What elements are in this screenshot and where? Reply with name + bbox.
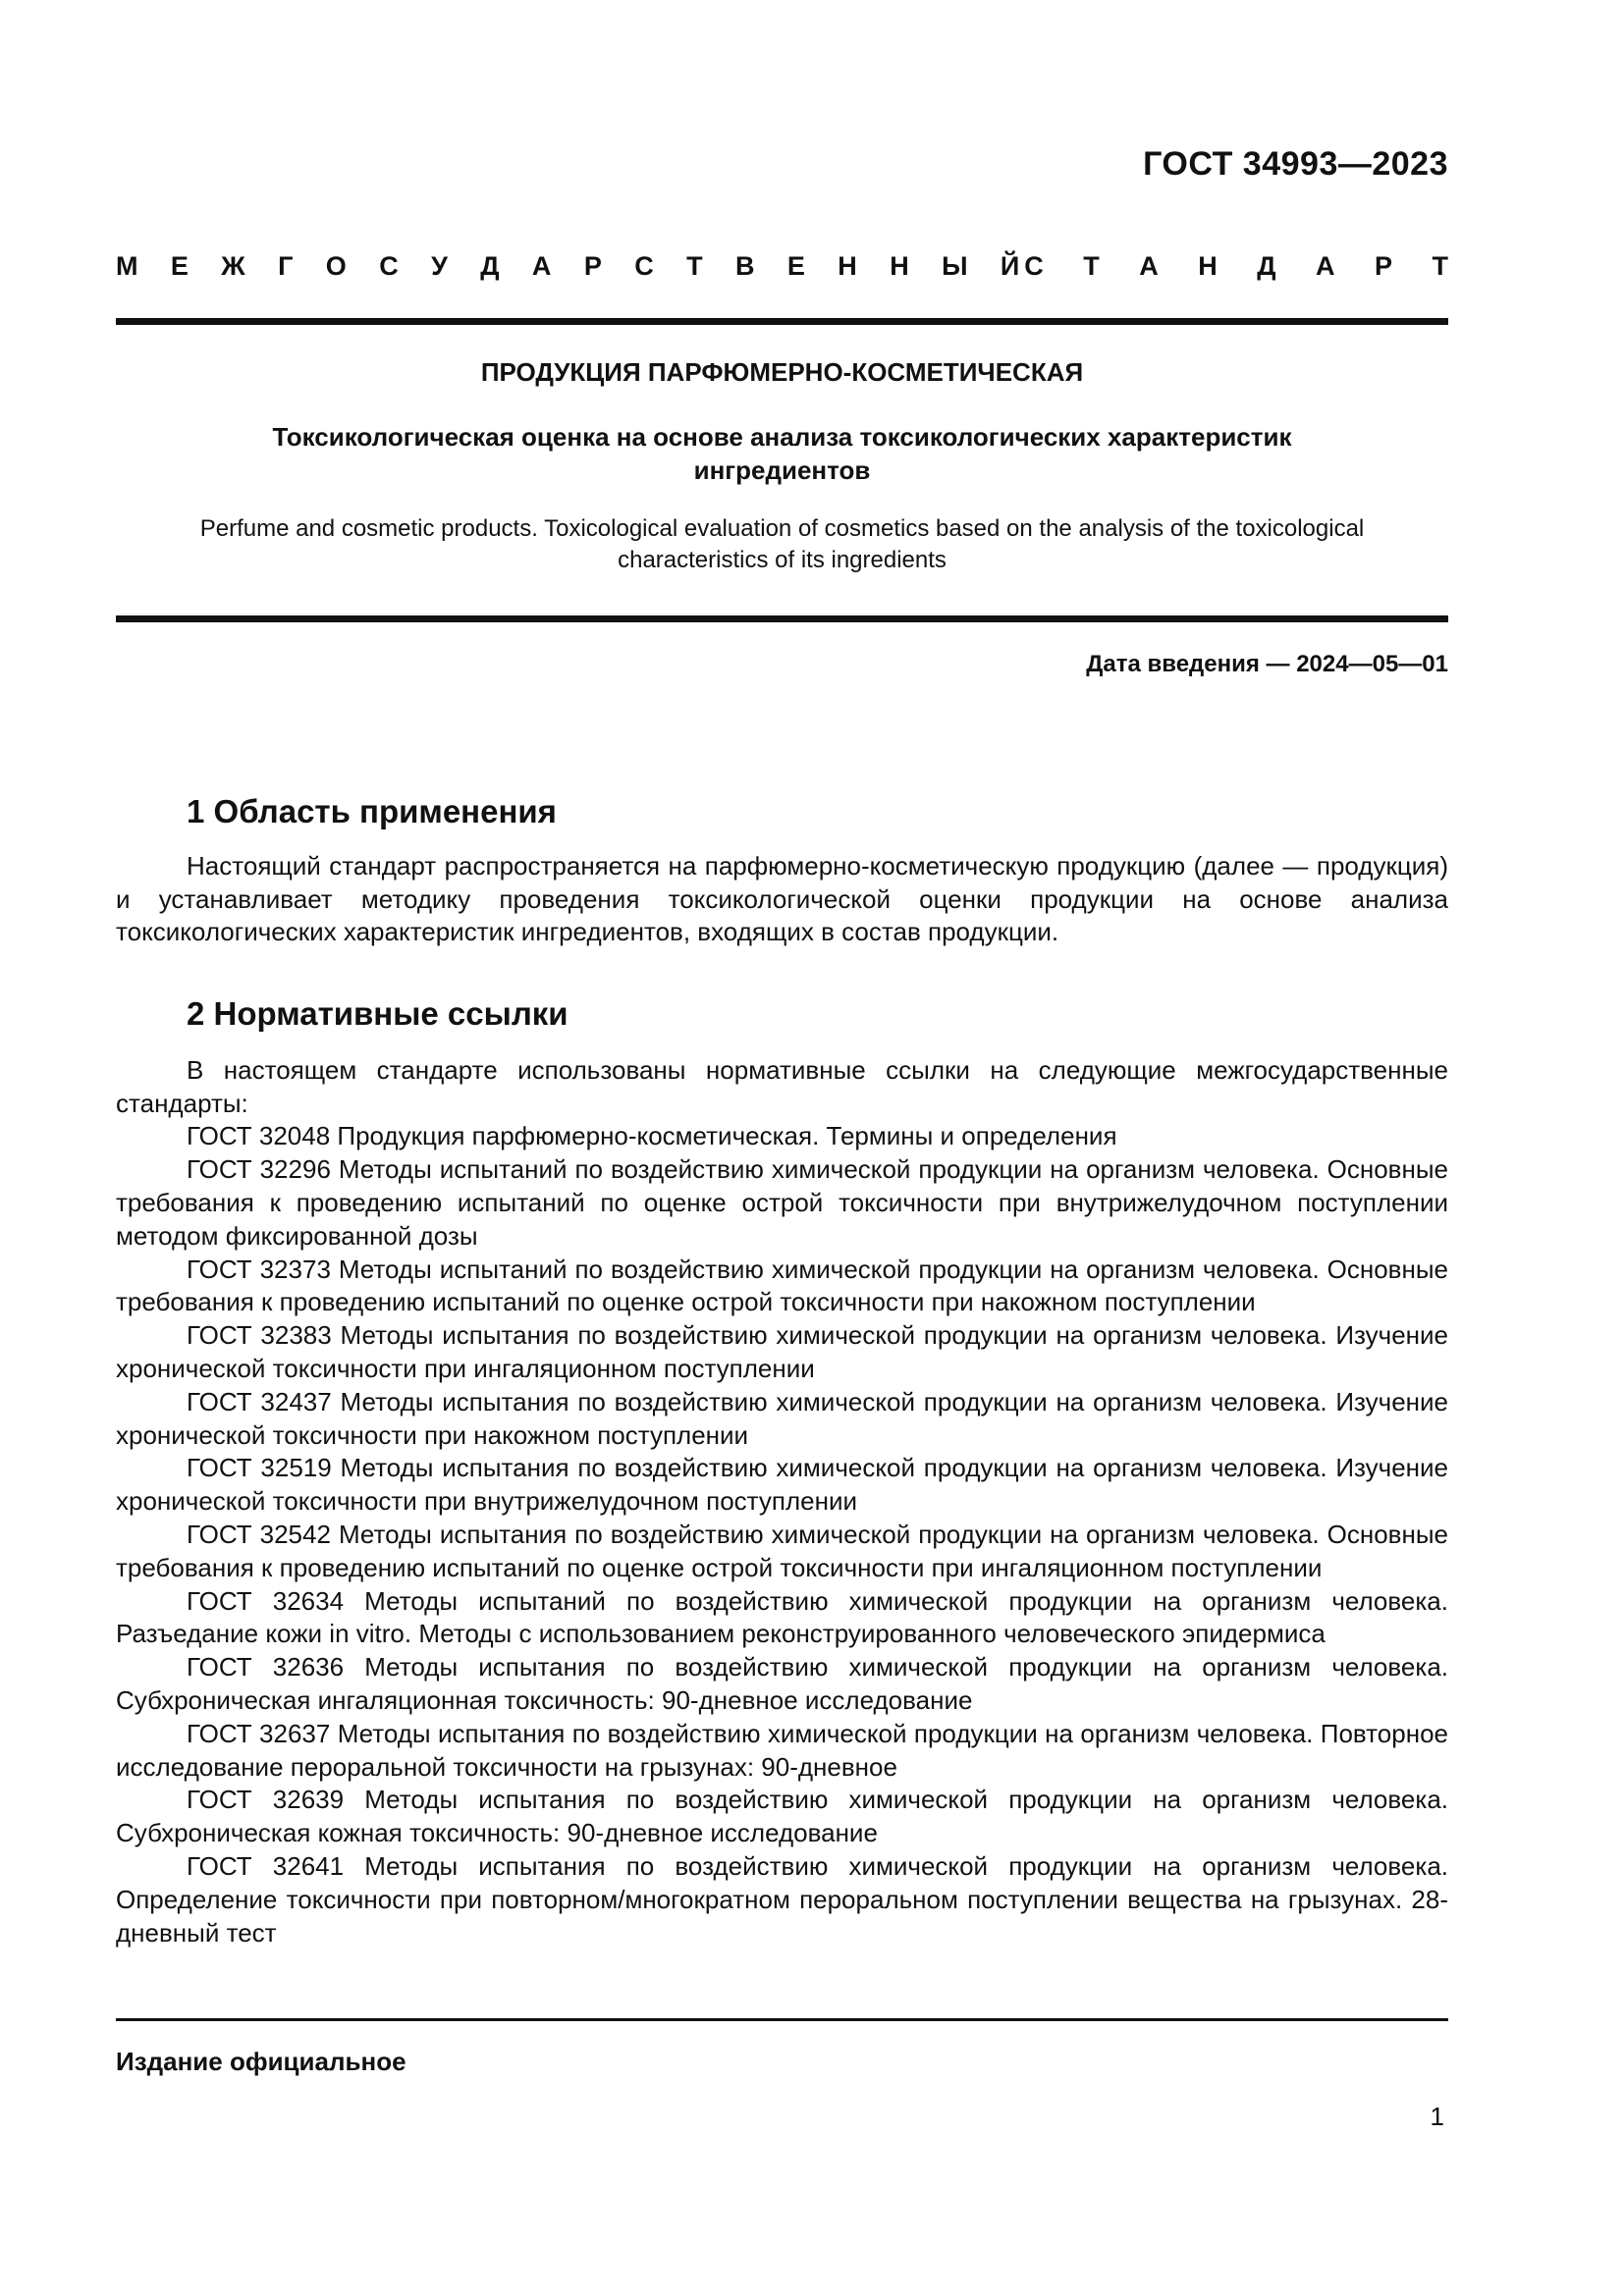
interstate-standard-banner [116,251,1448,282]
reference-item: ГОСТ 32634 Методы испытаний по воздействию химической продукции на организм человека. Разъедание кожи in vitro. Методы с использованием реконструированного человеческого эпидермиса [116,1585,1448,1649]
title-divider [116,615,1448,622]
reference-item: ГОСТ 32639 Методы испытания по воздействию химической продукции на организм человека. Субхроническая кожная токсичность: 90-дневное исследование [116,1785,1448,1848]
paragraph: В настоящем стандарте использованы нормативные ссылки на следующие межгосударственные стандарты: [116,1054,1448,1118]
paragraph: Настоящий стандарт распространяется на парфюмерно-косметическую продукцию (далее — продукция) и устанавливает методику проведения токсикологической оценки продукции на основе анализа токсикологических характеристик ингредиентов, входящих в состав продукции. [116,850,1448,947]
reference-item: ГОСТ 32383 Методы испытания по воздействию химической продукции на организм человека. Изучение хронической токсичности при ингаляционном поступлении [116,1320,1448,1383]
section-normative-references [116,997,1448,1949]
reference-item: ГОСТ 32542 Методы испытания по воздействию химической продукции на организм человека. Основные требования к проведению испытаний по оценке острой токсичности при ингаляционном поступлении [116,1519,1448,1582]
title-english: Perfume and cosmetic products. Toxicological evaluation of cosmetics based on the analysis of the toxicological characteristics of its ingredients [199,515,1365,573]
page-number: 1 [1430,2102,1444,2131]
footer-divider [116,2018,1448,2021]
reference-item: ГОСТ 32637 Методы испытания по воздействию химической продукции на организм человека. Повторное исследование пероральной токсичности на грызунах: 90-дневное [116,1718,1448,1782]
section-heading: 2 Нормативные ссылки [187,995,568,1032]
section-scope [116,795,1448,949]
reference-item: ГОСТ 32519 Методы испытания по воздействию химической продукции на организм человека. Изучение хронической токсичности при внутрижелудочном поступлении [116,1453,1448,1517]
reference-item: ГОСТ 32641 Методы испытания по воздействию химической продукции на организм человека. Определение токсичности при повторном/многократном пероральном поступлении вещества на грызунах. 28-дневный тест [116,1850,1448,1948]
header-divider [116,318,1448,325]
standard-code: ГОСТ 34993—2023 [1143,145,1448,183]
reference-item: ГОСТ 32296 Методы испытаний по воздействию химической продукции на организм человека. Основные требования к проведению испытаний по оценке острой токсичности при внутрижелудочном поступлении методом фиксированной дозы [116,1154,1448,1251]
subtitle-russian: Токсикологическая оценка на основе анализа токсикологических характеристик ингредиентов [272,422,1292,485]
reference-item: ГОСТ 32636 Методы испытания по воздействию химической продукции на организм человека. Субхроническая ингаляционная токсичность: 90-дневное исследование [116,1652,1448,1715]
section-heading: 1 Область применения [187,793,557,829]
reference-item: ГОСТ 32437 Методы испытания по воздействию химической продукции на организм человека. Изучение хронической токсичности при накожном поступлении [116,1386,1448,1450]
reference-item: ГОСТ 32048 Продукция парфюмерно-косметическая. Термины и определения [187,1121,1117,1151]
title-russian: ПРОДУКЦИЯ ПАРФЮМЕРНО-КОСМЕТИЧЕСКАЯ [480,357,1084,387]
introduction-date: Дата введения — 2024—05—01 [1086,651,1448,677]
official-edition-label: Издание официальное [116,2047,406,2076]
reference-item: ГОСТ 32373 Методы испытаний по воздействию химической продукции на организм человека. Основные требования к проведению испытаний по оценке острой токсичности при накожном поступлении [116,1254,1448,1317]
banner-word-standard: С Т А Н Д А Р Т [1024,251,1448,281]
banner-word-interstate: М Е Ж Г О С У Д А Р С Т В Е Н Н Ы Й [116,251,1020,281]
